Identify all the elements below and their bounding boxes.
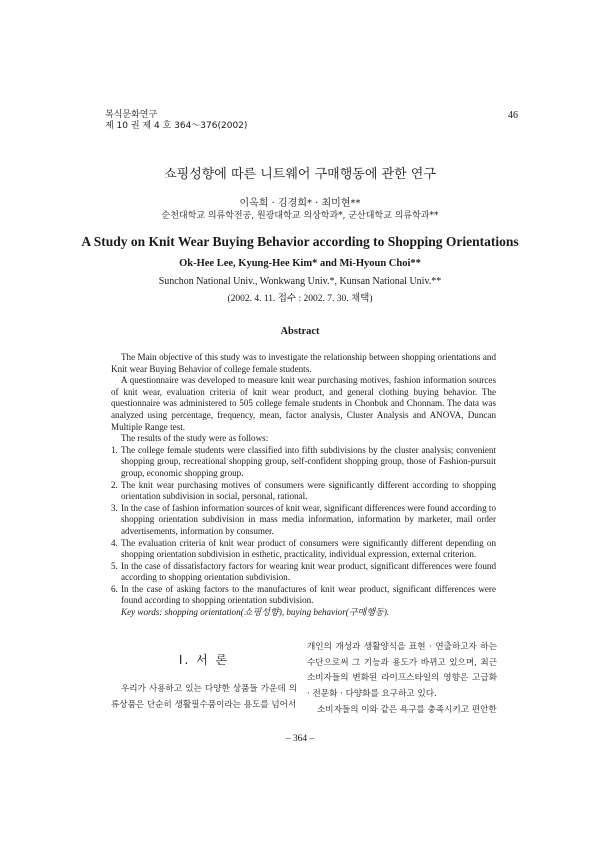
- item-number: 6.: [111, 583, 118, 594]
- footer-page-number: – 364 –: [285, 734, 315, 744]
- list-item: [111, 583, 496, 607]
- body-left-column: [111, 652, 297, 713]
- received-accepted-dates: (2002. 4. 11. 접수 : 2002. 7. 30. 채택): [227, 294, 373, 304]
- top-page-number: 46: [508, 110, 518, 121]
- abstract-paragraph: The Main objective of this study was to investigate the relationship between shopping orientations and Knit wear Buying Behavior of college female students.: [111, 352, 496, 374]
- abstract-paragraph: A questionnaire was developed to measure knit wear purchasing motives, fashion information sources of knit wear, evaluation criteria of knit wear product, and general clothing buying behavior. The questionnaire was administered to 505 college female students in Chonbuk and Chonnam. The data was analyzed using percentage, frequency, mean, factor analysis, Cluster Analysis and ANOVA, Duncan Multiple Range test.: [111, 375, 496, 432]
- body-paragraph: 소비자들의 이와 같은 욕구를 충족시키고 편안한: [317, 704, 497, 715]
- item-text: The knit wear purchasing motives of consumers were significantly different according to shopping orientation subdivision in social, personal, rational.: [121, 479, 496, 502]
- korean-affiliations: 순천대학교 의류학전공, 원광대학교 의상학과*, 군산대학교 의류학과**: [161, 211, 439, 221]
- abstract-heading: Abstract: [280, 326, 320, 337]
- body-paragraph: 개인의 개성과 생활양식을 표현 · 연출하고자 하는 수단으로써 그 기능과 용도가 바뀌고 있으며, 최근 소비자들의 변화된 라이프스타일의 영향은 고급화 · 전문화 · 다양화를 요구하고 있다.: [307, 642, 497, 700]
- journal-header: [105, 110, 247, 132]
- english-title: A Study on Knit Wear Buying Behavior according to Shopping Orientations: [81, 234, 519, 249]
- item-number: 5.: [111, 560, 118, 571]
- list-item: [111, 502, 496, 538]
- results-list: [111, 445, 496, 607]
- list-item: [111, 537, 496, 561]
- item-number: 4.: [111, 537, 118, 548]
- item-text: In the case of asking factors to the manufactures of knit wear product, significant differences were found according to shopping orientation subdivision.: [121, 583, 496, 606]
- item-number: 1.: [111, 444, 118, 455]
- journal-name: 복식문화연구: [105, 110, 158, 120]
- item-text: The evaluation criteria of knit wear product of consumers were significantly different depending on shopping orientation subdivision in esthetic, practicality, individual expression, external criterion.: [121, 537, 496, 560]
- korean-authors: 이옥희 · 김경희* · 최미현**: [239, 198, 361, 209]
- list-item: [111, 479, 496, 503]
- item-text: In the case of fashion information sources of knit wear, significant differences were found according to shopping orientation subdivision in mass media information, information by marketer, mail order advertisements, information by consumer.: [121, 502, 496, 536]
- section-heading: Ⅰ. 서 론: [178, 653, 230, 667]
- body-right-column: [307, 640, 497, 719]
- english-affiliations: Sunchon National Univ., Wonkwang Univ.*, Kunsan National Univ.**: [158, 276, 442, 287]
- journal-issue: 제 10 권 제 4 호 364～376(2002): [105, 121, 248, 131]
- english-authors: Ok-Hee Lee, Kyung-Hee Kim* and Mi-Hyoun Choi**: [179, 258, 421, 269]
- item-number: 2.: [111, 479, 118, 490]
- korean-title: 쇼핑성향에 따른 니트웨어 구매행동에 관한 연구: [164, 167, 436, 182]
- list-item: [111, 560, 496, 584]
- list-item: [111, 444, 496, 480]
- abstract-body: [111, 352, 496, 619]
- abstract-paragraph: The results of the study were as follows:: [121, 433, 269, 444]
- item-number: 3.: [111, 502, 118, 513]
- body-paragraph: 우리가 사용하고 있는 다양한 상품들 가운데 의류상품은 단순히 생활필수품이라는 용도를 넘어서: [111, 684, 297, 710]
- item-text: In the case of dissatisfactory factors for wearing knit wear product, significant differences were found according to shopping orientation subdivision.: [121, 560, 496, 583]
- item-text: The college female students were classified into fifth subdivisions by the cluster analysis; convenient shopping group, recreational shopping group, self-confident shopping group, those of Fashion-pursuit group, economic shopping group.: [121, 444, 496, 478]
- keywords: Key words: shopping orientation(쇼핑성향), buying behavior(구매행동).: [121, 607, 390, 618]
